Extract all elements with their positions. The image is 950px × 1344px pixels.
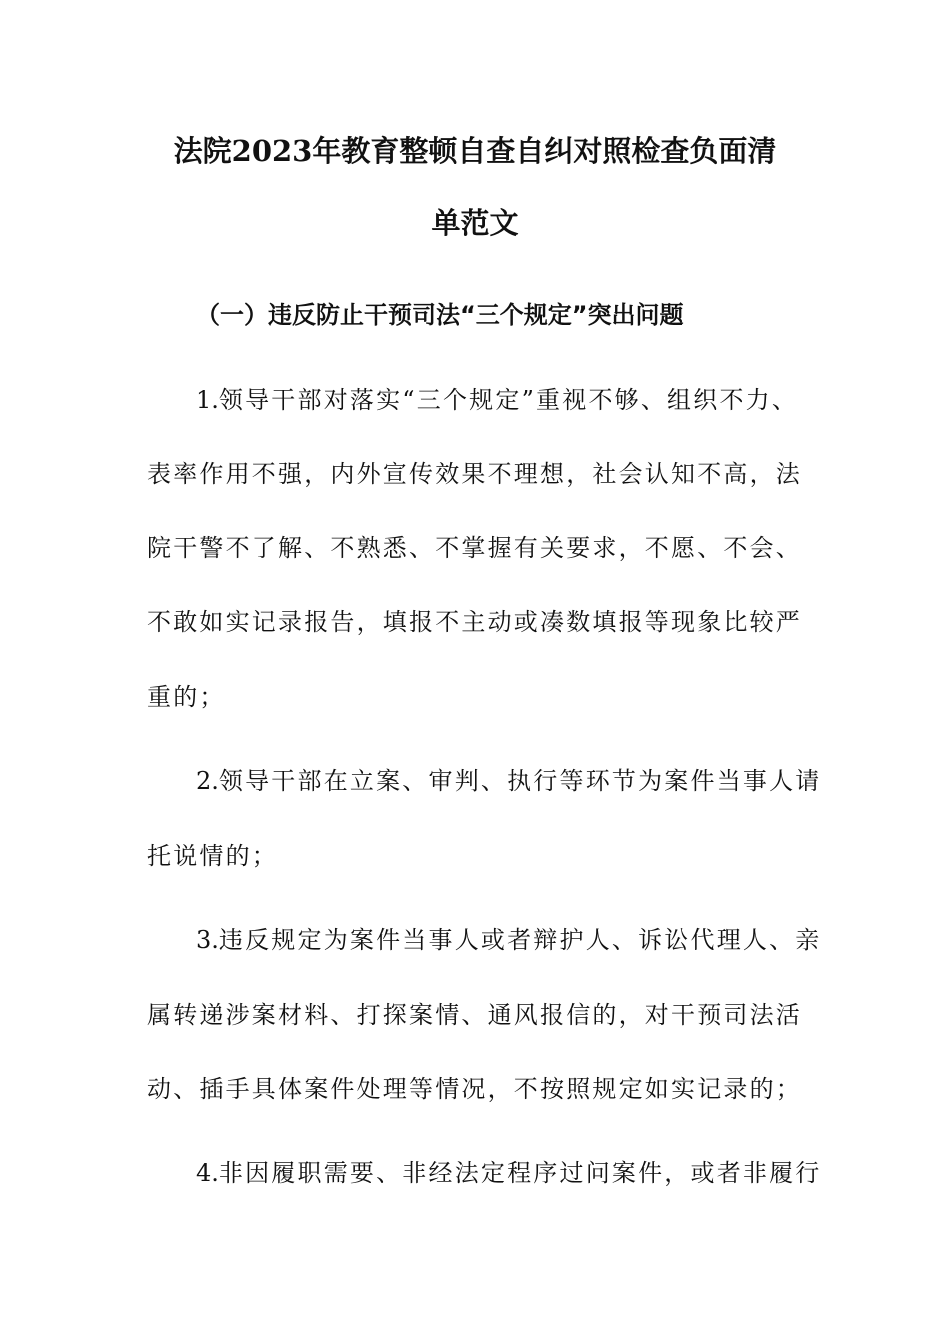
section-heading: （一）违反防止干预司法“三个规定”突出问题 — [196, 301, 684, 329]
item-1-line-3: 院干警不了解、不熟悉、不掌握有关要求，不愿、不会、 — [147, 534, 802, 562]
document-title-line-2: 单范文 — [431, 206, 519, 240]
item-4-number: 4. — [196, 1159, 219, 1187]
item-3-line-3: 动、插手具体案件处理等情况，不按照规定如实记录的； — [147, 1075, 802, 1103]
item-1-line-5: 重的； — [147, 683, 226, 711]
item-1-line-4: 不敢如实记录报告，填报不主动或凑数填报等现象比较严 — [147, 608, 802, 636]
item-4-line-1 — [196, 1155, 822, 1191]
item-3-number: 3. — [196, 926, 219, 954]
item-2-text-1: 领导干部在立案、审判、执行等环节为案件当事人请 — [218, 767, 822, 795]
item-1-number: 1. — [196, 386, 219, 414]
item-1-text-1: 领导干部对落实“三个规定”重视不够、组织不力、 — [218, 386, 799, 414]
item-1-line-1 — [196, 382, 798, 418]
item-2-line-1 — [196, 763, 822, 799]
document-title-line-1: 法院2023年教育整顿自查自纠对照检查负面清 — [173, 134, 777, 168]
item-3-text-1: 违反规定为案件当事人或者辩护人、诉讼代理人、亲 — [218, 926, 822, 954]
item-1-line-2: 表率作用不强，内外宣传效果不理想，社会认知不高，法 — [147, 460, 802, 488]
item-2-line-2: 托说情的； — [147, 842, 278, 870]
item-4-text-1: 非因履职需要、非经法定程序过问案件，或者非履行 — [218, 1159, 822, 1187]
item-3-line-2: 属转递涉案材料、打探案情、通风报信的，对干预司法活 — [147, 1001, 802, 1029]
item-2-number: 2. — [196, 767, 219, 795]
item-3-line-1 — [196, 922, 822, 958]
